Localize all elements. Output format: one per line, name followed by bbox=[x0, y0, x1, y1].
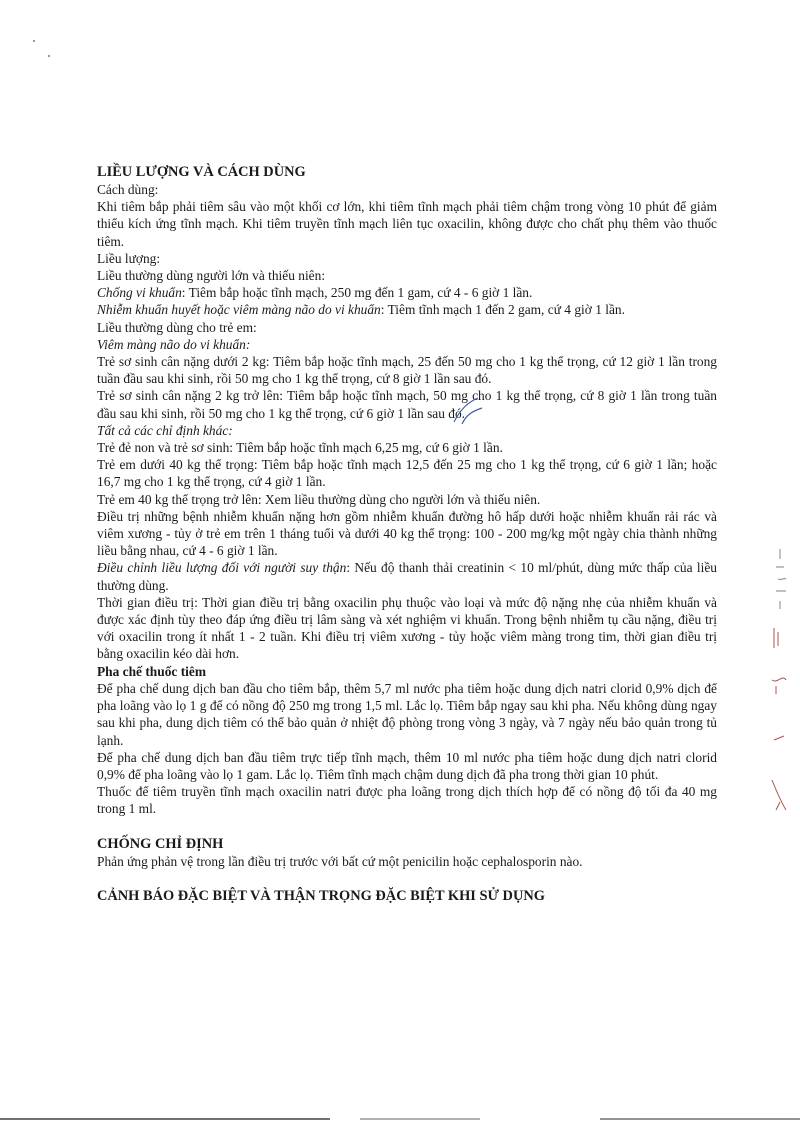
scan-edge-line bbox=[0, 1118, 800, 1120]
margin-scratch-icon bbox=[768, 620, 792, 840]
sepsis-paragraph bbox=[97, 301, 717, 318]
renal-label: Điều chỉnh liều lượng đối với người suy thận bbox=[97, 560, 347, 576]
sepsis-label: Nhiễm khuẩn huyết hoặc viêm màng não do vi khuẩn bbox=[97, 302, 381, 318]
spacer bbox=[97, 818, 717, 835]
antibacterial-text: : Tiêm bắp hoặc tĩnh mạch, 250 mg đến 1 gam, cứ 4 - 6 giờ 1 lần. bbox=[181, 285, 533, 301]
child-dose-label: Liều thường dùng cho trẻ em: bbox=[97, 319, 257, 335]
section-title-contraindications: CHỐNG CHỈ ĐỊNH bbox=[97, 835, 224, 852]
infusion-preparation: Thuốc để tiêm truyền tĩnh mạch oxacilin natri được pha loãng trong dịch thích hợp để có nồng độ tối đa 40 mg trong 1 ml. bbox=[97, 784, 717, 817]
newborn-under-2kg: Trẻ sơ sinh cân nặng dưới 2 kg: Tiêm bắp hoặc tĩnh mạch, 25 đến 50 mg cho 1 kg thể trọng, cứ 12 giờ 1 lần trong tuần đầu sau khi sinh, rồi 50 mg cho 1 kg thể trọng, cứ 8 giờ 1 lần sau đó. bbox=[97, 354, 717, 387]
contraindications-text: Phản ứng phản vệ trong lần điều trị trước với bất cứ một penicilin hoặc cephalosporin nào. bbox=[97, 853, 583, 869]
margin-stamp-icon bbox=[762, 545, 792, 615]
section-title-preparation: Pha chế thuốc tiêm bbox=[97, 663, 206, 679]
renal-text: : Nếu độ thanh thải creatinin < 10 ml/phút, dùng mức thấp của liều thường dùng. bbox=[97, 560, 717, 593]
spacer bbox=[97, 870, 717, 887]
im-preparation: Để pha chế dung dịch ban đầu cho tiêm bắp, thêm 5,7 ml nước pha tiêm hoặc dung dịch natri clorid 0,9% dịch để pha loãng vào lọ 1 g để có nồng độ 250 mg trong 1,5 ml. Lắc lọ. Tiêm bắp ngay sau khi pha. Nếu không dùng ngay sau khi pha, dung dịch tiêm có thể bảo quản ở nhiệt độ phòng trong vòng 3 ngày, và 7 ngày nếu bảo quản trong tủ lạnh. bbox=[97, 680, 717, 748]
severe-infection-dose: Điều trị những bệnh nhiễm khuẩn nặng hơn gồm nhiễm khuẩn đường hô hấp dưới hoặc nhiễm khuẩn rải rác và viêm xương - tủy ở trẻ em trên 1 tháng tuổi và dưới 40 kg thể trọng: 100 - 200 mg/kg một ngày chia thành những liều bằng nhau, cứ 4 - 6 giờ 1 lần. bbox=[97, 508, 717, 559]
pen-annotation-icon bbox=[448, 392, 488, 432]
premature-dose: Trẻ đẻ non và trẻ sơ sinh: Tiêm bắp hoặc tĩnh mạch 6,25 mg, cứ 6 giờ 1 lần. bbox=[97, 440, 503, 456]
usage-label: Cách dùng: bbox=[97, 182, 159, 197]
under-40kg-dose: Trẻ em dưới 40 kg thể trọng: Tiêm bắp hoặc tĩnh mạch 12,5 đến 25 mg cho 1 kg thể trọng, cứ 6 giờ 1 lần; hoặc 16,7 mg cho 1 kg thể trọng, cứ 4 giờ 1 lần. bbox=[97, 457, 717, 490]
adult-dose-label: Liều thường dùng người lớn và thiếu niên: bbox=[97, 268, 326, 284]
over-40kg-dose: Trẻ em 40 kg thể trọng trở lên: Xem liều thường dùng cho người lớn và thiếu niên. bbox=[97, 491, 541, 507]
meningitis-label bbox=[97, 336, 717, 353]
newborn-over-2kg: Trẻ sơ sinh cân nặng 2 kg trở lên: Tiêm bắp hoặc tĩnh mạch, 50 mg cho 1 kg thể trọng, cứ 8 giờ 1 lần trong tuần đầu sau khi sinh, rồi 50 mg cho 1 kg thể trọng, cứ 6 giờ 1 lần sau đó. bbox=[97, 388, 717, 421]
margin-stamp-marks bbox=[762, 545, 792, 620]
other-indications-label-text: Tất cả các chỉ định khác: bbox=[97, 422, 233, 438]
section-title-warnings: CẢNH BÁO ĐẶC BIỆT VÀ THẬN TRỌNG ĐẶC BIỆT KHI SỬ DỤNG bbox=[97, 887, 545, 904]
scan-speck bbox=[48, 55, 50, 57]
sepsis-text: : Tiêm tĩnh mạch 1 đến 2 gam, cứ 4 giờ 1 lần. bbox=[380, 302, 625, 318]
antibacterial-paragraph bbox=[97, 284, 717, 301]
document-body bbox=[97, 163, 717, 905]
meningitis-label-text: Viêm màng não do vi khuẩn: bbox=[97, 336, 251, 352]
section-title-dosage: LIỀU LƯỢNG VÀ CÁCH DÙNG bbox=[97, 164, 306, 180]
scan-speck bbox=[33, 40, 35, 42]
dosage-label: Liều lượng: bbox=[97, 250, 161, 266]
antibacterial-label: Chống vi khuẩn bbox=[97, 285, 182, 301]
treatment-duration: Thời gian điều trị: Thời gian điều trị bằng oxacilin phụ thuộc vào loại và mức độ nặng nhẹ của nhiễm khuẩn và được xác định tùy theo đáp ứng điều trị lâm sàng và xét nghiệm vi khuẩn. Trong bệnh nhiễm tụ cầu nặng, điều trị với oxacilin trong ít nhất 1 - 2 tuần. Khi điều trị viêm xương - tủy hoặc viêm màng trong tim, thời gian điều trị bằng oxacilin kéo dài hơn. bbox=[97, 594, 717, 662]
other-indications-label bbox=[97, 422, 717, 439]
iv-preparation: Để pha chế dung dịch ban đầu tiêm trực tiếp tĩnh mạch, thêm 10 ml nước pha tiêm hoặc dung dịch natri clorid 0,9% để pha loãng vào lọ 1 gam. Lắc lọ. Tiêm tĩnh mạch chậm dung dịch đã pha trong thời gian 10 phút. bbox=[97, 749, 717, 782]
usage-text: Khi tiêm bắp phải tiêm sâu vào một khối cơ lớn, khi tiêm tĩnh mạch phải tiêm chậm trong vòng 10 phút để giảm thiểu kích ứng tĩnh mạch. Khi tiêm truyền tĩnh mạch liên tục oxacilin, không được cho chất phụ thêm vào thuốc tiêm. bbox=[97, 199, 717, 249]
renal-paragraph bbox=[97, 559, 717, 593]
